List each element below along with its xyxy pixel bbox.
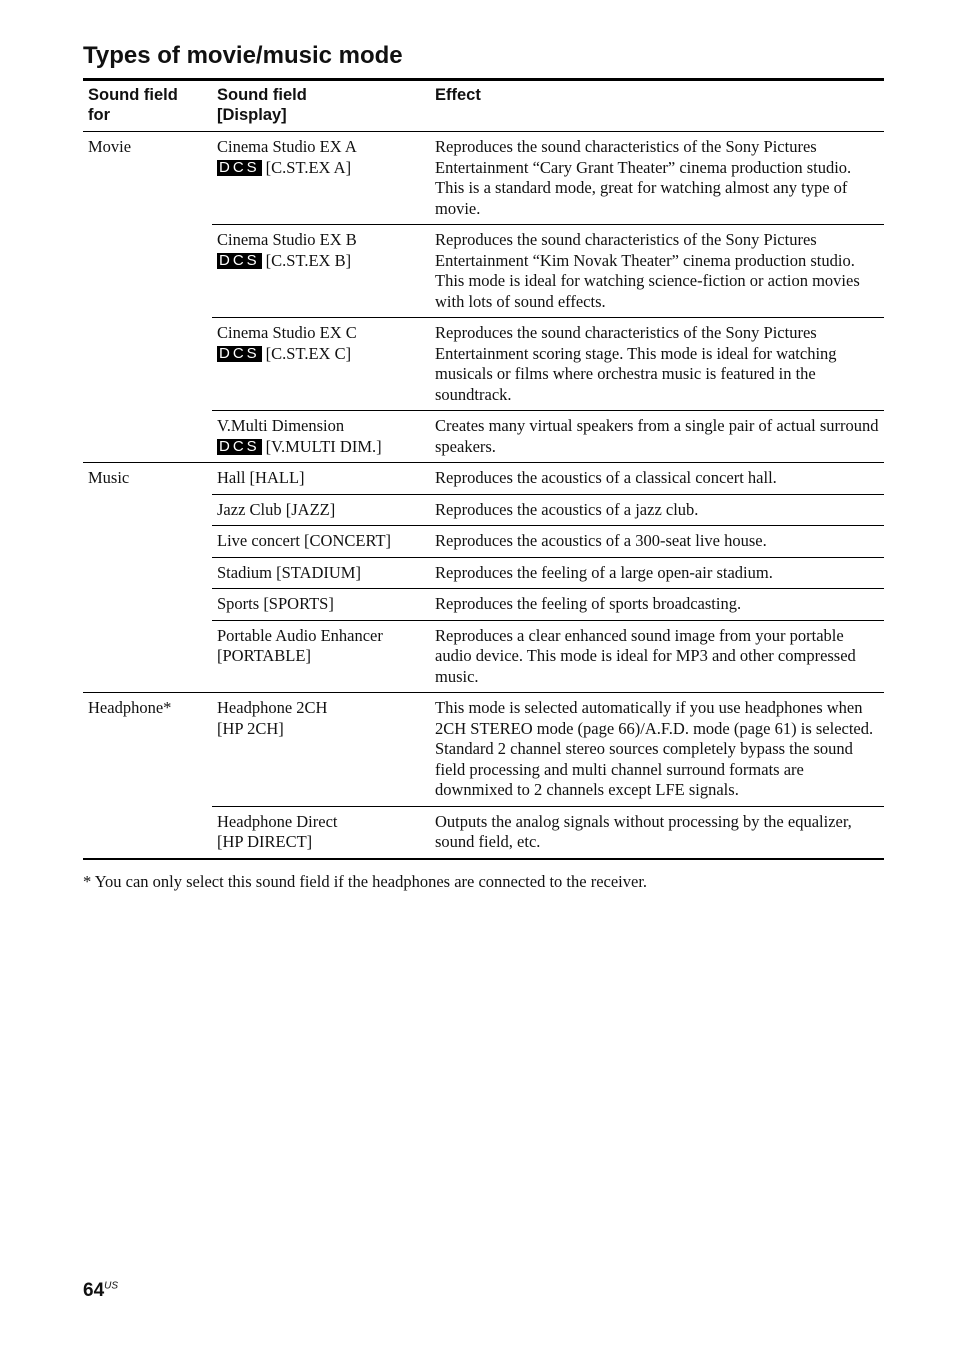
sound-field-name: Stadium: [217, 562, 273, 582]
page-suffix: US: [104, 1280, 119, 1292]
effect-cell: Outputs the analog signals without processing by the equalizer, sound field, etc.: [430, 806, 884, 859]
dcs-badge: DCS: [219, 437, 260, 455]
sound-field-display: [C.ST.EX B]: [265, 250, 352, 270]
sound-field-display: [CONCERT]: [304, 531, 392, 550]
header-effect: Effect: [430, 82, 884, 132]
sound-field-name: V.Multi Dimension: [217, 416, 345, 435]
table-header-row: [83, 82, 884, 132]
sound-field-cell: [212, 620, 430, 693]
effect-cell: Reproduces the acoustics of a classical concert hall.: [430, 463, 884, 495]
table-row: [83, 463, 884, 495]
sound-field-name: Cinema Studio EX B: [217, 230, 357, 249]
sound-field-display: [SPORTS]: [263, 594, 334, 613]
header-sound-field-display: Sound field [Display]: [212, 82, 430, 132]
sound-field-display: [STADIUM]: [276, 562, 361, 582]
effect-cell: Reproduces the sound characteristics of the Sony Pictures Entertainment scoring stage. This mode is ideal for watching musicals or films where orchestra music is featured in the soundtrack.: [430, 318, 884, 411]
category-headphone: Headphone*: [88, 698, 172, 717]
page-title: Types of movie/music mode: [83, 42, 403, 69]
sound-field-name: Headphone Direct: [217, 811, 338, 831]
sound-field-cell: [212, 318, 430, 411]
sound-field-name: Sports: [217, 594, 260, 613]
sound-field-display: [HP 2CH]: [217, 718, 284, 738]
category-empty: [83, 806, 212, 859]
sound-field-cell: [212, 557, 430, 589]
sound-field-cell: [212, 225, 430, 318]
sound-field-cell: [212, 463, 430, 495]
effect-cell: This mode is selected automatically if you use headphones when 2CH STEREO mode (page 66)/A.F.D. mode (page 61) is selected. Standard 2 channel stereo sources completely bypass the sound field processing and multi channel surround formats are downmixed to 2 channels except LFE signals.: [430, 693, 884, 807]
sound-field-name: Jazz Club: [217, 499, 282, 519]
sound-field-cell: [212, 411, 430, 463]
dcs-badge: DCS: [219, 251, 260, 269]
sound-field-cell: [212, 806, 430, 859]
effect-cell: Reproduces a clear enhanced sound image from your portable audio device. This mode is ideal for MP3 and other compressed music.: [430, 620, 884, 693]
title-rule: [83, 78, 884, 81]
sound-field-display: [C.ST.EX C]: [265, 343, 352, 363]
table-row: [83, 693, 884, 807]
effect-cell: Reproduces the sound characteristics of the Sony Pictures Entertainment “Cary Grant Theater” cinema production studio. This is a standard mode, great for watching almost any type of movie.: [430, 132, 884, 225]
sound-field-name: Cinema Studio EX A: [217, 137, 357, 156]
effect-cell: Creates many virtual speakers from a single pair of actual surround speakers.: [430, 411, 884, 463]
sound-field-table: [83, 82, 884, 860]
header-sound-field-for: Sound field for: [83, 82, 212, 132]
sound-field-display: [HALL]: [249, 468, 305, 487]
category-movie: Movie: [88, 137, 132, 156]
category-empty: [83, 620, 212, 693]
effect-cell: Reproduces the acoustics of a 300-seat live house.: [430, 526, 884, 558]
table-row: [83, 806, 884, 859]
sound-field-name: Headphone 2CH: [217, 698, 328, 717]
sound-field-display: [HP DIRECT]: [217, 832, 313, 851]
sound-field-display: [C.ST.EX A]: [265, 157, 352, 177]
table-row: [83, 620, 884, 693]
sound-field-name: Cinema Studio EX C: [217, 323, 357, 342]
effect-cell: Reproduces the acoustics of a jazz club.: [430, 494, 884, 526]
sound-field-cell: [212, 494, 430, 526]
effect-cell: Reproduces the feeling of a large open-air stadium.: [430, 557, 884, 589]
dcs-badge: DCS: [219, 344, 260, 362]
sound-field-name: Live concert: [217, 531, 300, 550]
footnote: * You can only select this sound field if the headphones are connected to the receiver.: [83, 872, 648, 891]
sound-field-display: [V.MULTI DIM.]: [265, 436, 382, 456]
sound-field-display: [PORTABLE]: [217, 646, 311, 665]
table-row: [83, 132, 884, 225]
sound-field-cell: [212, 132, 430, 225]
category-empty: [83, 411, 212, 463]
dcs-badge: DCS: [219, 158, 260, 176]
sound-field-name: Hall: [217, 468, 246, 487]
sound-field-cell: [212, 693, 430, 807]
page-number: $64^{US}$: [83, 1280, 119, 1301]
sound-field-cell: [212, 589, 430, 621]
sound-field-name: Portable Audio Enhancer: [217, 625, 383, 645]
sound-field-display: [JAZZ]: [285, 499, 336, 519]
category-music: Music: [88, 468, 130, 487]
effect-cell: Reproduces the sound characteristics of the Sony Pictures Entertainment “Kim Novak Theater” cinema production studio. This mode is ideal for watching science-fiction or action movies with lots of sound effects.: [430, 225, 884, 318]
effect-cell: Reproduces the feeling of sports broadcasting.: [430, 589, 884, 621]
sound-field-cell: [212, 526, 430, 558]
table-row: [83, 411, 884, 463]
